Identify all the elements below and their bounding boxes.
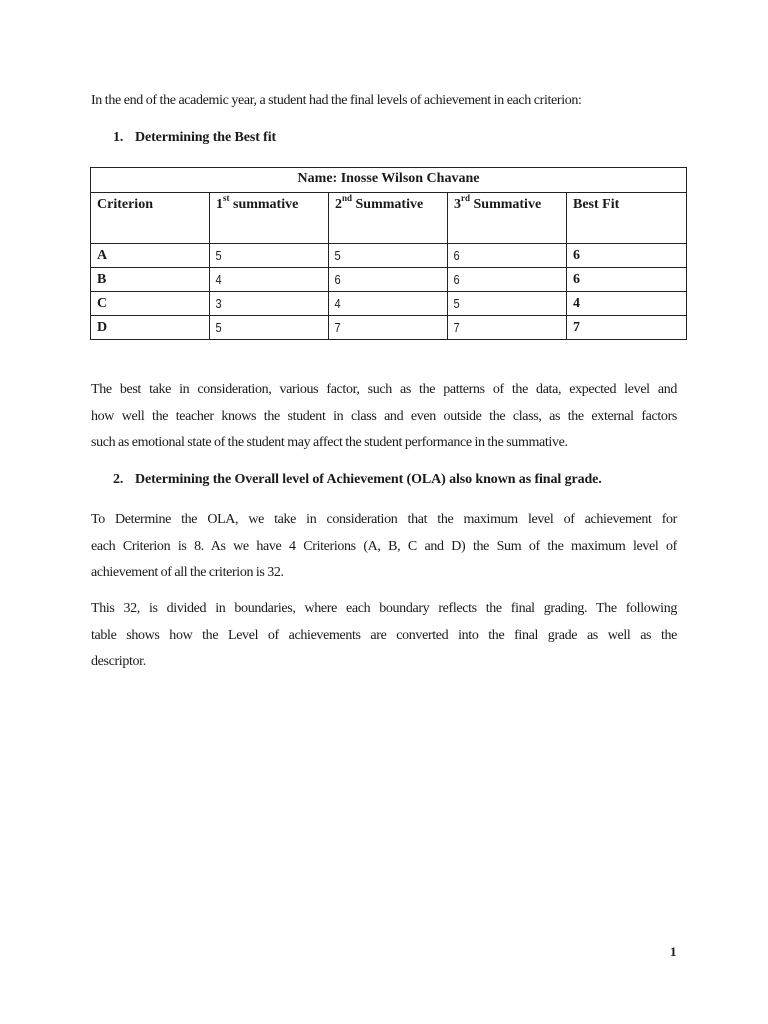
criterion-cell: C: [91, 292, 210, 316]
summative-cell: 4: [210, 268, 311, 292]
section-title: Determining the Best fit: [135, 130, 277, 145]
section-number: 1.: [113, 130, 124, 145]
summative-cell: 5: [210, 244, 311, 268]
summative-cell: 7: [448, 316, 549, 340]
table-row: [91, 292, 687, 316]
table-header-row: [91, 193, 687, 244]
paragraph-line: table shows how the Level of achievements are converted into the final grade as well as the: [91, 627, 677, 643]
summative-cell: 4: [329, 292, 430, 316]
summative-cell: 6: [448, 268, 549, 292]
paragraph-ola-explanation: [91, 507, 677, 587]
best-fit-cell: 4: [567, 292, 687, 316]
header-second-summative: 2nd Summative: [329, 193, 448, 244]
table-row: [91, 316, 687, 340]
summative-cell: 5: [329, 244, 430, 268]
section-number: 2.: [113, 472, 124, 487]
paragraph-boundaries: [91, 596, 677, 676]
criterion-cell: A: [91, 244, 210, 268]
paragraph-best-fit-explanation: [91, 377, 677, 457]
summative-cell: 7: [329, 316, 430, 340]
best-fit-cell: 6: [567, 244, 687, 268]
paragraph-line: descriptor.: [91, 654, 146, 669]
summative-cell: 6: [448, 244, 549, 268]
criterion-cell: B: [91, 268, 210, 292]
header-first-summative: 1st summative: [210, 193, 329, 244]
paragraph-line: The best take in consideration, various factor, such as the patterns of the data, expected level and: [91, 382, 677, 397]
summative-cell: 5: [210, 316, 311, 340]
page-number: 1: [670, 944, 677, 959]
paragraph-line: This 32, is divided in boundaries, where each boundary reflects the final grading. The following: [91, 601, 677, 616]
header-best-fit: Best Fit: [567, 193, 687, 244]
paragraph-line: achievement of all the criterion is 32.: [91, 565, 284, 580]
paragraph-line: each Criterion is 8. As we have 4 Criterions (A, B, C and D) the Sum of the maximum level of: [91, 538, 677, 554]
intro-text: In the end of the academic year, a student had the final levels of achievement in each criterion:: [91, 93, 582, 108]
table-row: [91, 268, 687, 292]
header-third-summative: 3rd Summative: [448, 193, 567, 244]
paragraph-line: such as emotional state of the student may affect the student performance in the summative.: [91, 435, 568, 450]
paragraph-line: how well the teacher knows the student in class and even outside the class, as the external factors: [91, 408, 677, 424]
section-heading-best-fit: [113, 130, 276, 146]
summative-cell: 6: [329, 268, 430, 292]
summative-cell: 3: [210, 292, 311, 316]
paragraph-line: To Determine the OLA, we take in consideration that the maximum level of achievement for: [91, 512, 677, 527]
best-fit-cell: 6: [567, 268, 687, 292]
section-title: Determining the Overall level of Achievement (OLA) also known as final grade.: [135, 472, 602, 487]
student-name-cell: Name: Inosse Wilson Chavane: [91, 168, 687, 193]
section-heading-ola: [113, 472, 602, 488]
summative-cell: 5: [448, 292, 549, 316]
header-criterion: Criterion: [91, 193, 210, 244]
best-fit-cell: 7: [567, 316, 687, 340]
table-row: [91, 244, 687, 268]
table-name-row: [91, 168, 687, 193]
best-fit-table: [90, 167, 687, 340]
criterion-cell: D: [91, 316, 210, 340]
